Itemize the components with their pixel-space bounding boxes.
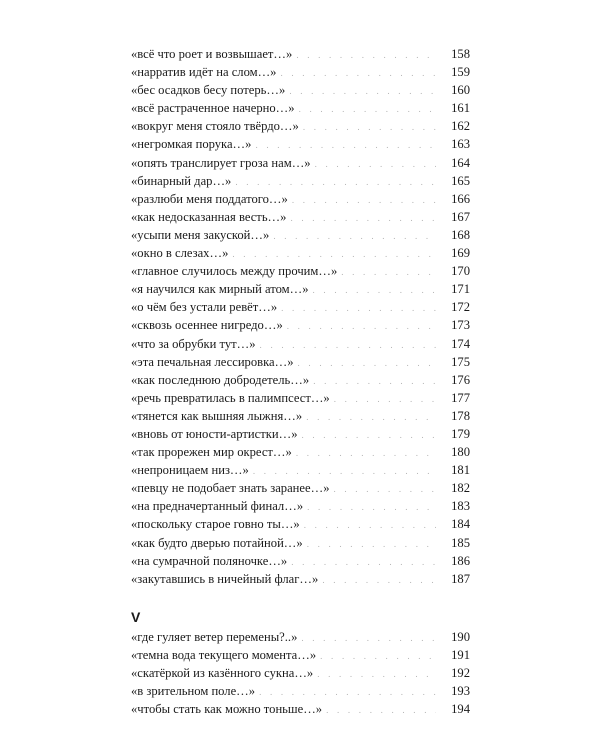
toc-entry-title: «бинарный дар…»: [131, 173, 232, 188]
dot-leader: [296, 46, 436, 64]
toc-entry: [131, 700, 470, 718]
toc-entry-page-number: 167: [451, 209, 470, 224]
toc-entry: [131, 298, 470, 316]
toc-entry-page-number: 164: [451, 155, 470, 170]
toc-entry: [131, 570, 470, 588]
dot-leader: [235, 173, 436, 191]
toc-entry-title: «речь превратилась в палимпсест…»: [131, 390, 330, 405]
toc-entry-title: «всё что роет и возвышает…»: [131, 47, 293, 61]
toc-entry: [131, 244, 470, 262]
toc-entry-page-number: 159: [451, 65, 470, 80]
toc-entry-title: «вокруг меня стояло твёрдо…»: [131, 119, 299, 134]
toc-entry-title: «разлюби меня поддатого…»: [131, 191, 288, 206]
table-of-contents: [131, 45, 470, 718]
toc-entry-title: «я научился как мирный атом…»: [131, 282, 309, 297]
dot-leader: [334, 480, 437, 498]
dot-leader: [307, 498, 436, 516]
dot-leader: [341, 263, 436, 281]
toc-entry-page-number: 172: [451, 300, 470, 315]
dot-leader: [307, 535, 436, 553]
toc-entry-page-number: 171: [451, 282, 470, 297]
dot-leader: [326, 701, 436, 719]
toc-entry-page-number: 192: [451, 666, 470, 680]
dot-leader: [303, 118, 436, 136]
toc-entry: [131, 646, 470, 664]
toc-entry-title: «в зрительном поле…»: [131, 684, 256, 699]
toc-entry-title: «что за обрубки тут…»: [131, 336, 256, 351]
toc-entry-page-number: 161: [451, 101, 470, 116]
dot-leader: [287, 317, 436, 335]
dot-leader: [313, 281, 436, 299]
toc-entry-title: «всё растраченное начерно…»: [131, 101, 295, 116]
toc-entry-title: «непроницаем низ…»: [131, 463, 249, 478]
toc-entry: [131, 353, 470, 371]
toc-entry: [131, 407, 470, 425]
toc-entry: [131, 280, 470, 298]
toc-entry: [131, 534, 470, 552]
toc-entry-title: «как последнюю добродетель…»: [131, 372, 310, 387]
toc-entry-title: «вновь от юности-артистки…»: [131, 426, 298, 441]
toc-entry-page-number: 194: [451, 702, 470, 717]
dot-leader: [301, 629, 436, 647]
dot-leader: [320, 647, 436, 665]
dot-leader: [298, 354, 436, 372]
toc-entry-title: «как будто дверью потайной…»: [131, 535, 303, 550]
toc-entry-page-number: 163: [451, 137, 470, 152]
toc-entry: [131, 63, 470, 81]
dot-leader: [304, 516, 436, 534]
toc-entry-page-number: 165: [451, 173, 470, 188]
toc-entry: [131, 154, 470, 172]
section-heading: V: [131, 608, 141, 625]
toc-entry-page-number: 174: [451, 336, 470, 351]
toc-entry-page-number: 180: [451, 445, 470, 460]
toc-entry-page-number: 190: [451, 629, 470, 644]
toc-entry: [131, 135, 470, 153]
toc-entry-page-number: 169: [451, 246, 470, 261]
dot-leader: [302, 426, 437, 444]
toc-entry-page-number: 193: [451, 684, 470, 699]
toc-entry-page-number: 158: [451, 47, 470, 61]
dot-leader: [255, 136, 436, 154]
toc-entry-title: «нарратив идёт на слом…»: [131, 65, 277, 80]
toc-entry-title: «так прорежен мир окрест…»: [131, 445, 292, 460]
toc-entry: [131, 389, 470, 407]
dot-leader: [281, 299, 436, 317]
toc-entry-page-number: 168: [451, 227, 470, 242]
dot-leader: [299, 100, 436, 118]
dot-leader: [253, 462, 436, 480]
toc-entry: [131, 479, 470, 497]
toc-entry-page-number: 186: [451, 553, 470, 568]
toc-entry-page-number: 187: [451, 571, 470, 586]
toc-entry-title: «закутавшись в ничейный флаг…»: [131, 571, 319, 586]
toc-entry: [131, 682, 470, 700]
dot-leader: [273, 227, 436, 245]
toc-entry-page-number: 184: [451, 517, 470, 532]
toc-entry: [131, 99, 470, 117]
toc-entry-page-number: 181: [451, 463, 470, 478]
dot-leader: [317, 665, 436, 683]
toc-entry-page-number: 170: [451, 264, 470, 279]
toc-entry-title: «на предначертанный финал…»: [131, 499, 304, 514]
toc-entry-page-number: 185: [451, 535, 470, 550]
toc-entry: [131, 515, 470, 533]
toc-entry-title: «негромкая порука…»: [131, 137, 252, 152]
toc-entry: [131, 461, 470, 479]
toc-entry-title: «опять транслирует гроза нам…»: [131, 155, 311, 170]
toc-entry-page-number: 173: [451, 318, 470, 333]
dot-leader: [313, 372, 436, 390]
toc-entry-page-number: 179: [451, 426, 470, 441]
toc-entry-page-number: 178: [451, 408, 470, 423]
toc-entry: [131, 45, 470, 63]
dot-leader: [290, 209, 436, 227]
toc-entry-title: «поскольку старое говно ты…»: [131, 517, 300, 532]
dot-leader: [292, 191, 436, 209]
toc-entry: [131, 628, 470, 646]
toc-part-list: [131, 45, 470, 588]
dot-leader: [334, 390, 436, 408]
dot-leader: [289, 82, 436, 100]
toc-entry: [131, 552, 470, 570]
toc-entry-page-number: 176: [451, 372, 470, 387]
toc-entry: [131, 172, 470, 190]
toc-entry-title: «усыпи меня закуской…»: [131, 227, 270, 242]
toc-entry-title: «темна вода текущего момента…»: [131, 647, 317, 662]
toc-entry: [131, 371, 470, 389]
toc-entry-page-number: 177: [451, 390, 470, 405]
toc-entry-page-number: 191: [451, 647, 470, 662]
dot-leader: [291, 553, 436, 571]
toc-entry-title: «где гуляет ветер перемены?..»: [131, 629, 298, 644]
toc-entry: [131, 226, 470, 244]
toc-entry: [131, 316, 470, 334]
toc-entry: [131, 208, 470, 226]
toc-entry-title: «окно в слезах…»: [131, 246, 229, 261]
toc-entry-title: «бес осадков бесу потерь…»: [131, 83, 286, 98]
toc-entry: [131, 81, 470, 99]
toc-section-v-list: [131, 628, 470, 718]
toc-entry-title: «как недосказанная весть…»: [131, 209, 287, 224]
dot-leader: [296, 444, 436, 462]
toc-entry-title: «тянется как вышняя лыжня…»: [131, 408, 303, 423]
toc-entry-title: «на сумрачной поляночке…»: [131, 553, 288, 568]
dot-leader: [322, 571, 436, 589]
toc-entry: [131, 335, 470, 353]
dot-leader: [260, 336, 436, 354]
toc-entry: [131, 497, 470, 515]
toc-entry: [131, 443, 470, 461]
toc-entry: [131, 190, 470, 208]
toc-entry-page-number: 166: [451, 191, 470, 206]
toc-entry-page-number: 183: [451, 499, 470, 514]
toc-entry-title: «эта печальная лессировка…»: [131, 354, 294, 369]
toc-entry-page-number: 182: [451, 481, 470, 496]
dot-leader: [232, 245, 436, 263]
toc-entry: [131, 664, 470, 682]
toc-entry-title: «скатёркой из казённого сукна…»: [131, 666, 314, 680]
dot-leader: [280, 64, 436, 82]
toc-entry-page-number: 160: [451, 83, 470, 98]
dot-leader: [306, 408, 436, 426]
toc-entry-title: «чтобы стать как можно тоньше…»: [131, 702, 323, 717]
toc-entry: [131, 262, 470, 280]
toc-entry-page-number: 162: [451, 119, 470, 134]
toc-entry-page-number: 175: [451, 354, 470, 369]
toc-entry-title: «певцу не подобает знать заранее…»: [131, 481, 330, 496]
dot-leader: [315, 155, 436, 173]
toc-entry: [131, 425, 470, 443]
dot-leader: [259, 683, 436, 701]
toc-entry-title: «о чём без устали ревёт…»: [131, 300, 278, 315]
toc-entry-title: «главное случилось между прочим…»: [131, 264, 338, 279]
toc-entry-title: «сквозь осеннее нигредо…»: [131, 318, 283, 333]
toc-entry: [131, 117, 470, 135]
